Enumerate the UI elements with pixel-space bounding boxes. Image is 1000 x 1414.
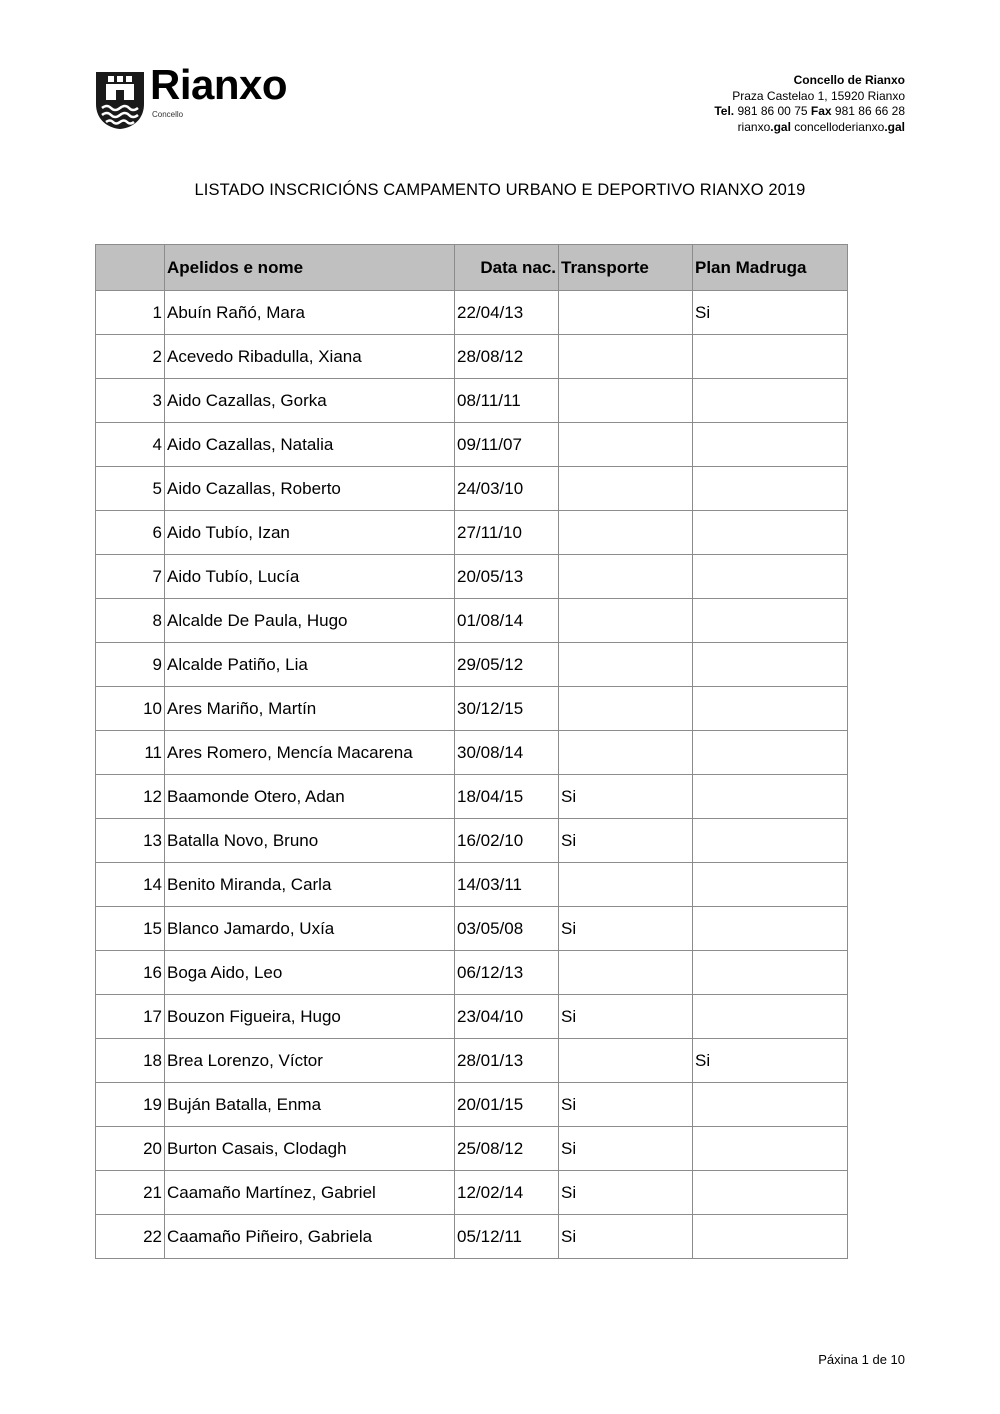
row-plan-madruga bbox=[693, 643, 848, 687]
table-row bbox=[96, 951, 848, 995]
row-transport: Si bbox=[559, 819, 693, 863]
table-row bbox=[96, 731, 848, 775]
row-transport bbox=[559, 511, 693, 555]
table-row bbox=[96, 335, 848, 379]
table-row bbox=[96, 379, 848, 423]
table-row bbox=[96, 599, 848, 643]
row-number: 19 bbox=[96, 1083, 165, 1127]
row-birthdate: 25/08/12 bbox=[455, 1127, 559, 1171]
row-birthdate: 22/04/13 bbox=[455, 291, 559, 335]
row-plan-madruga bbox=[693, 819, 848, 863]
row-name: Aido Tubío, Lucía bbox=[165, 555, 455, 599]
row-number: 18 bbox=[96, 1039, 165, 1083]
tel-value: 981 86 00 75 bbox=[737, 104, 808, 118]
row-number: 13 bbox=[96, 819, 165, 863]
row-name: Bouzon Figueira, Hugo bbox=[165, 995, 455, 1039]
row-plan-madruga bbox=[693, 731, 848, 775]
row-plan-madruga bbox=[693, 1127, 848, 1171]
row-birthdate: 28/01/13 bbox=[455, 1039, 559, 1083]
row-birthdate: 16/02/10 bbox=[455, 819, 559, 863]
fax-label: Fax bbox=[810, 104, 832, 118]
row-name: Aido Cazallas, Natalia bbox=[165, 423, 455, 467]
row-birthdate: 06/12/13 bbox=[455, 951, 559, 995]
row-transport bbox=[559, 335, 693, 379]
row-name: Abuín Rañó, Mara bbox=[165, 291, 455, 335]
table-row bbox=[96, 1083, 848, 1127]
row-plan-madruga bbox=[693, 379, 848, 423]
row-transport bbox=[559, 687, 693, 731]
table-row bbox=[96, 1171, 848, 1215]
table-row bbox=[96, 819, 848, 863]
row-birthdate: 03/05/08 bbox=[455, 907, 559, 951]
row-number: 5 bbox=[96, 467, 165, 511]
row-number: 2 bbox=[96, 335, 165, 379]
page-number: Páxina 1 de 10 bbox=[818, 1352, 905, 1367]
row-birthdate: 12/02/14 bbox=[455, 1171, 559, 1215]
row-name: Aido Cazallas, Roberto bbox=[165, 467, 455, 511]
web1-tld[interactable]: .gal bbox=[770, 119, 791, 134]
row-number: 12 bbox=[96, 775, 165, 819]
row-number: 21 bbox=[96, 1171, 165, 1215]
table-row bbox=[96, 907, 848, 951]
row-birthdate: 20/01/15 bbox=[455, 1083, 559, 1127]
row-plan-madruga bbox=[693, 995, 848, 1039]
row-name: Baamonde Otero, Adan bbox=[165, 775, 455, 819]
table-row bbox=[96, 687, 848, 731]
row-name: Aido Cazallas, Gorka bbox=[165, 379, 455, 423]
table-header-row bbox=[96, 245, 848, 291]
row-birthdate: 01/08/14 bbox=[455, 599, 559, 643]
row-number: 17 bbox=[96, 995, 165, 1039]
row-name: Caamaño Piñeiro, Gabriela bbox=[165, 1215, 455, 1259]
header-plan-madruga: Plan Madruga bbox=[693, 245, 848, 291]
row-number: 9 bbox=[96, 643, 165, 687]
table-row bbox=[96, 1127, 848, 1171]
row-name: Ares Romero, Mencía Macarena bbox=[165, 731, 455, 775]
row-plan-madruga bbox=[693, 467, 848, 511]
header-number bbox=[96, 245, 165, 291]
row-name: Blanco Jamardo, Uxía bbox=[165, 907, 455, 951]
table-row bbox=[96, 643, 848, 687]
row-number: 8 bbox=[96, 599, 165, 643]
row-birthdate: 18/04/15 bbox=[455, 775, 559, 819]
row-name: Aido Tubío, Izan bbox=[165, 511, 455, 555]
row-birthdate: 24/03/10 bbox=[455, 467, 559, 511]
row-number: 4 bbox=[96, 423, 165, 467]
row-transport: Si bbox=[559, 1171, 693, 1215]
row-plan-madruga bbox=[693, 1171, 848, 1215]
row-birthdate: 30/08/14 bbox=[455, 731, 559, 775]
row-birthdate: 20/05/13 bbox=[455, 555, 559, 599]
contact-org: Concello de Rianxo bbox=[793, 73, 905, 87]
table-row bbox=[96, 291, 848, 335]
row-plan-madruga bbox=[693, 335, 848, 379]
row-number: 15 bbox=[96, 907, 165, 951]
row-transport bbox=[559, 291, 693, 335]
row-birthdate: 27/11/10 bbox=[455, 511, 559, 555]
row-transport bbox=[559, 599, 693, 643]
header-birthdate: Data nac. bbox=[455, 245, 559, 291]
row-transport bbox=[559, 731, 693, 775]
logo-wordmark: Rianxo bbox=[150, 61, 288, 108]
row-plan-madruga bbox=[693, 511, 848, 555]
header-name: Apelidos e nome bbox=[165, 245, 455, 291]
row-name: Alcalde Patiño, Lia bbox=[165, 643, 455, 687]
row-plan-madruga bbox=[693, 599, 848, 643]
web2-tld[interactable]: .gal bbox=[884, 119, 905, 134]
row-transport bbox=[559, 379, 693, 423]
row-birthdate: 14/03/11 bbox=[455, 863, 559, 907]
row-transport: Si bbox=[559, 1215, 693, 1259]
row-name: Batalla Novo, Bruno bbox=[165, 819, 455, 863]
row-plan-madruga bbox=[693, 1083, 848, 1127]
row-plan-madruga bbox=[693, 423, 848, 467]
fax-value: 981 86 66 28 bbox=[834, 104, 905, 118]
row-plan-madruga bbox=[693, 1215, 848, 1259]
row-number: 7 bbox=[96, 555, 165, 599]
row-birthdate: 23/04/10 bbox=[455, 995, 559, 1039]
contact-web bbox=[714, 120, 905, 136]
row-birthdate: 30/12/15 bbox=[455, 687, 559, 731]
table-row bbox=[96, 863, 848, 907]
row-birthdate: 28/08/12 bbox=[455, 335, 559, 379]
row-plan-madruga bbox=[693, 863, 848, 907]
table-row bbox=[96, 995, 848, 1039]
row-transport: Si bbox=[559, 1127, 693, 1171]
web2-pre[interactable]: concelloderianxo bbox=[794, 119, 885, 134]
registrations-table bbox=[95, 244, 848, 1259]
row-name: Buján Batalla, Enma bbox=[165, 1083, 455, 1127]
table-row bbox=[96, 511, 848, 555]
row-birthdate: 08/11/11 bbox=[455, 379, 559, 423]
row-name: Caamaño Martínez, Gabriel bbox=[165, 1171, 455, 1215]
row-number: 20 bbox=[96, 1127, 165, 1171]
row-transport bbox=[559, 643, 693, 687]
row-birthdate: 29/05/12 bbox=[455, 643, 559, 687]
concello-logo bbox=[94, 61, 314, 130]
row-transport: Si bbox=[559, 995, 693, 1039]
tel-label: Tel. bbox=[714, 104, 735, 118]
row-number: 1 bbox=[96, 291, 165, 335]
rianxo-shield-icon bbox=[94, 70, 146, 130]
row-name: Alcalde De Paula, Hugo bbox=[165, 599, 455, 643]
table-row bbox=[96, 423, 848, 467]
row-transport bbox=[559, 467, 693, 511]
row-transport: Si bbox=[559, 775, 693, 819]
row-plan-madruga bbox=[693, 951, 848, 995]
table-row bbox=[96, 775, 848, 819]
row-plan-madruga: Si bbox=[693, 1039, 848, 1083]
row-name: Acevedo Ribadulla, Xiana bbox=[165, 335, 455, 379]
row-transport bbox=[559, 423, 693, 467]
table-row bbox=[96, 1039, 848, 1083]
row-number: 14 bbox=[96, 863, 165, 907]
row-number: 22 bbox=[96, 1215, 165, 1259]
row-birthdate: 05/12/11 bbox=[455, 1215, 559, 1259]
row-name: Boga Aido, Leo bbox=[165, 951, 455, 995]
row-transport bbox=[559, 863, 693, 907]
table-row bbox=[96, 1215, 848, 1259]
row-number: 3 bbox=[96, 379, 165, 423]
row-number: 11 bbox=[96, 731, 165, 775]
table-row bbox=[96, 555, 848, 599]
row-transport bbox=[559, 951, 693, 995]
row-name: Brea Lorenzo, Víctor bbox=[165, 1039, 455, 1083]
row-number: 16 bbox=[96, 951, 165, 995]
row-transport bbox=[559, 555, 693, 599]
web1-pre[interactable]: rianxo bbox=[737, 119, 771, 134]
contact-phones bbox=[714, 104, 905, 120]
row-plan-madruga bbox=[693, 687, 848, 731]
contact-address: Praza Castelao 1, 15920 Rianxo bbox=[732, 88, 905, 103]
row-transport bbox=[559, 1039, 693, 1083]
row-transport: Si bbox=[559, 1083, 693, 1127]
table-row bbox=[96, 467, 848, 511]
row-name: Ares Mariño, Martín bbox=[165, 687, 455, 731]
header-transport: Transporte bbox=[559, 245, 693, 291]
row-transport: Si bbox=[559, 907, 693, 951]
row-birthdate: 09/11/07 bbox=[455, 423, 559, 467]
row-name: Benito Miranda, Carla bbox=[165, 863, 455, 907]
logo-subtitle: Concello bbox=[152, 110, 184, 119]
document-title: LISTADO INSCRICIÓNS CAMPAMENTO URBANO E DEPORTIVO RIANXO 2019 bbox=[194, 181, 806, 199]
contact-block bbox=[714, 73, 905, 135]
row-plan-madruga: Si bbox=[693, 291, 848, 335]
row-plan-madruga bbox=[693, 555, 848, 599]
row-plan-madruga bbox=[693, 775, 848, 819]
row-number: 6 bbox=[96, 511, 165, 555]
row-plan-madruga bbox=[693, 907, 848, 951]
row-number: 10 bbox=[96, 687, 165, 731]
row-name: Burton Casais, Clodagh bbox=[165, 1127, 455, 1171]
